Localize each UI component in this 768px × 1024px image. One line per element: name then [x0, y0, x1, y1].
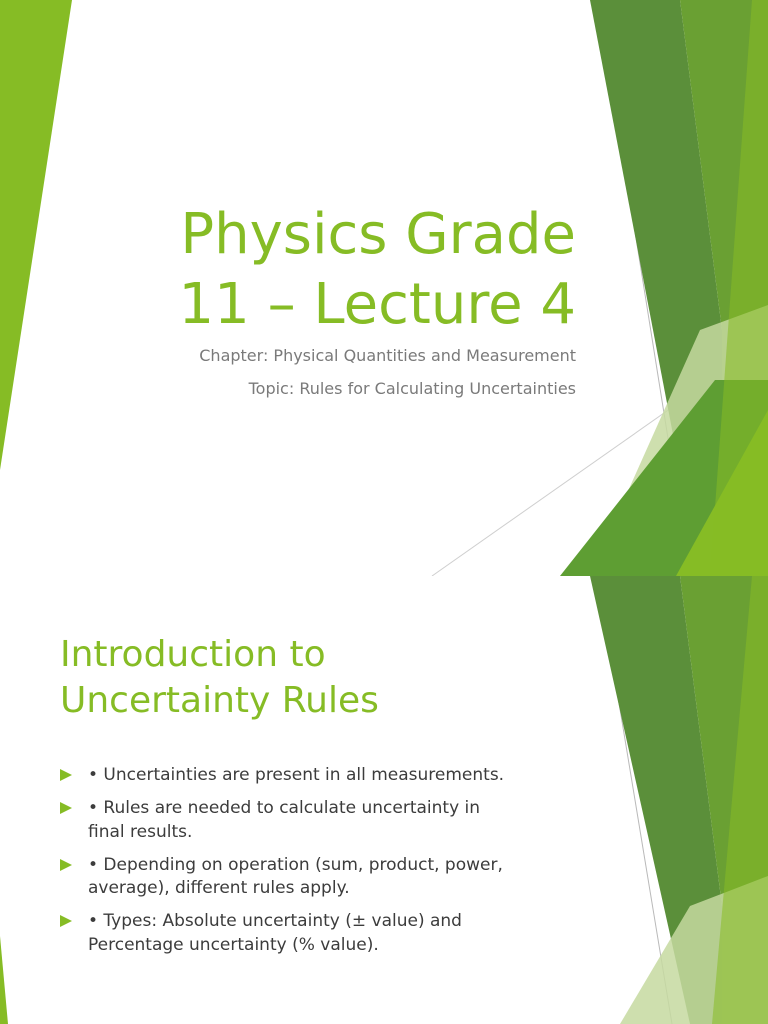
title-line-2: 11 – Lecture 4: [178, 272, 576, 337]
list-item: [60, 797, 540, 844]
bullet-text-line-1: • Depending on operation (sum, product, power,: [88, 854, 503, 875]
triangle-bullet-icon: [60, 769, 72, 781]
slide-title: [60, 632, 379, 724]
title-line-1: Physics Grade: [180, 202, 576, 267]
list-item: [60, 764, 540, 788]
subtitle-chapter: Chapter: Physical Quantities and Measurement: [199, 346, 576, 365]
triangle-bullet-icon: [60, 802, 72, 814]
triangle-bullet-icon: [60, 859, 72, 871]
bullet-text-line-1: • Uncertainties are present in all measurements.: [88, 765, 505, 785]
bullet-text-line-2: average), different rules apply.: [88, 878, 350, 898]
bullet-text-line-1: • Rules are needed to calculate uncertainty in: [88, 798, 481, 818]
bullet-list: [60, 764, 540, 967]
list-item: [60, 910, 540, 957]
content-slide: [0, 576, 768, 1024]
list-item: [60, 854, 540, 901]
left-accent-shape: [0, 0, 72, 470]
title-line-2: Uncertainty Rules: [60, 680, 379, 721]
triangle-bullet-icon: [60, 915, 72, 927]
slide-title: [179, 200, 576, 340]
bullet-text-line-2: Percentage uncertainty (% value).: [88, 934, 379, 955]
title-line-1: Introduction to: [60, 634, 326, 675]
bullet-text-line-1: • Types: Absolute uncertainty (± value) and: [88, 911, 462, 931]
bottom-left-accent-shape: [0, 936, 8, 1024]
bullet-text-line-2: final results.: [88, 821, 193, 842]
subtitle-topic: Topic: Rules for Calculating Uncertainties: [248, 379, 576, 398]
